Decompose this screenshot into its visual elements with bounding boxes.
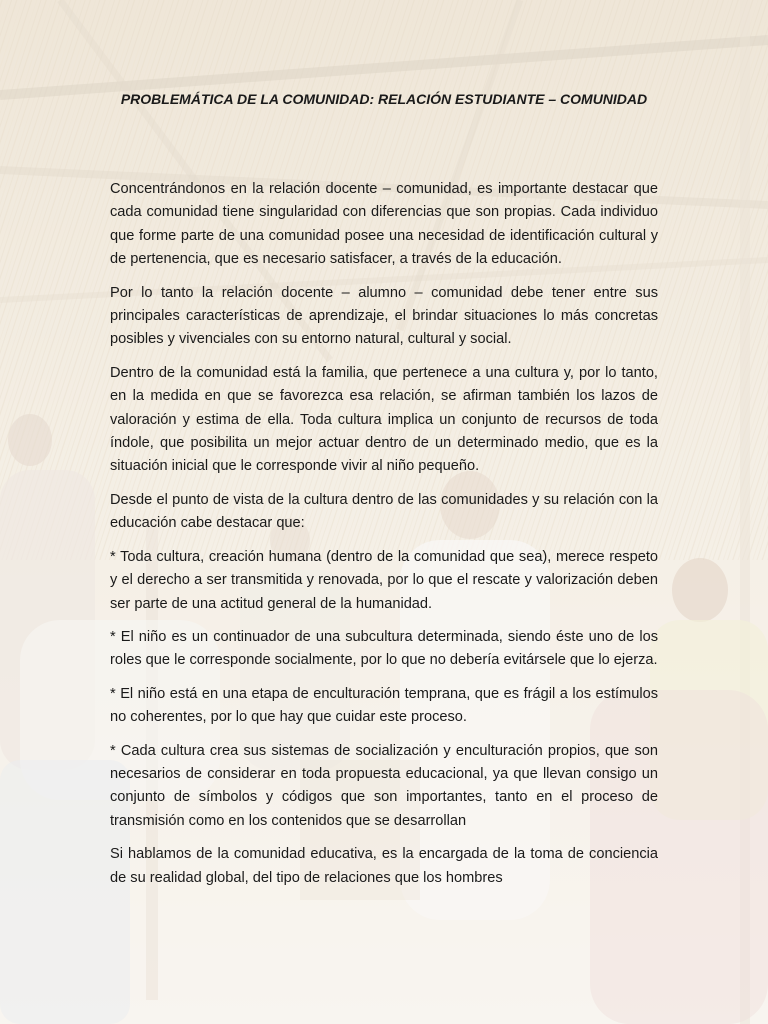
bullet-paragraph: * Toda cultura, creación humana (dentro de la comunidad que sea), merece respeto y el derecho a ser transmitida y renovada, por lo que el rescate y valorización deben ser parte de una actitud general de la humanidad. [110, 548, 658, 612]
paragraph: Dentro de la comunidad está la familia, que pertenece a una cultura y, por lo tanto, en la medida en que se favorezca esa relación, se afirman también los lazos de valoración y estima de ella. Toda cultura implica un conjunto de recursos de toda índole, que posibilita un mejor actuar dentro de un determinado medio, que es la situación inicial que le corresponde vivir al niño pequeño. [110, 364, 658, 475]
paragraph: Concentrándonos en la relación docente – comunidad, es importante destacar que cada comunidad tiene singularidad con diferencias que son propias. Cada individuo que forme parte de una comunidad posee una necesidad de identificación cultural y de pertenencia, que es necesario satisfacer, a través de la educación. [110, 181, 658, 268]
paragraph: Desde el punto de vista de la cultura dentro de las comunidades y su relación con la educación cabe destacar que: [110, 491, 658, 532]
bullet-paragraph: * El niño es un continuador de una subcultura determinada, siendo éste uno de los roles que le corresponde socialmente, por lo que no debería evitársele que lo ejerza. [110, 628, 658, 669]
document-title: PROBLEMÁTICA DE LA COMUNIDAD: RELACIÓN ESTUDIANTE – COMUNIDAD [120, 91, 648, 107]
document-body [110, 90, 658, 900]
paragraph: Si hablamos de la comunidad educativa, es la encargada de la toma de conciencia de su realidad global, del tipo de relaciones que los hombres [110, 846, 658, 886]
bullet-paragraph: * Cada cultura crea sus sistemas de socialización y enculturación propios, que son necesarios de considerar en toda propuesta educacional, ya que llevan consigo un conjunto de símbolos y códigos que son importantes, tanto en el proceso de transmisión como en los contenidos que se desarrollan [110, 742, 658, 829]
paragraph: Por lo tanto la relación docente – alumno – comunidad debe tener entre sus principales características de aprendizaje, el brindar situaciones lo más concretas posibles y vivenciales con su entorno natural, cultural y social. [110, 284, 658, 348]
bullet-paragraph: * El niño está en una etapa de enculturación temprana, que es frágil a los estímulos no coherentes, por lo que hay que cuidar este proceso. [110, 685, 658, 726]
